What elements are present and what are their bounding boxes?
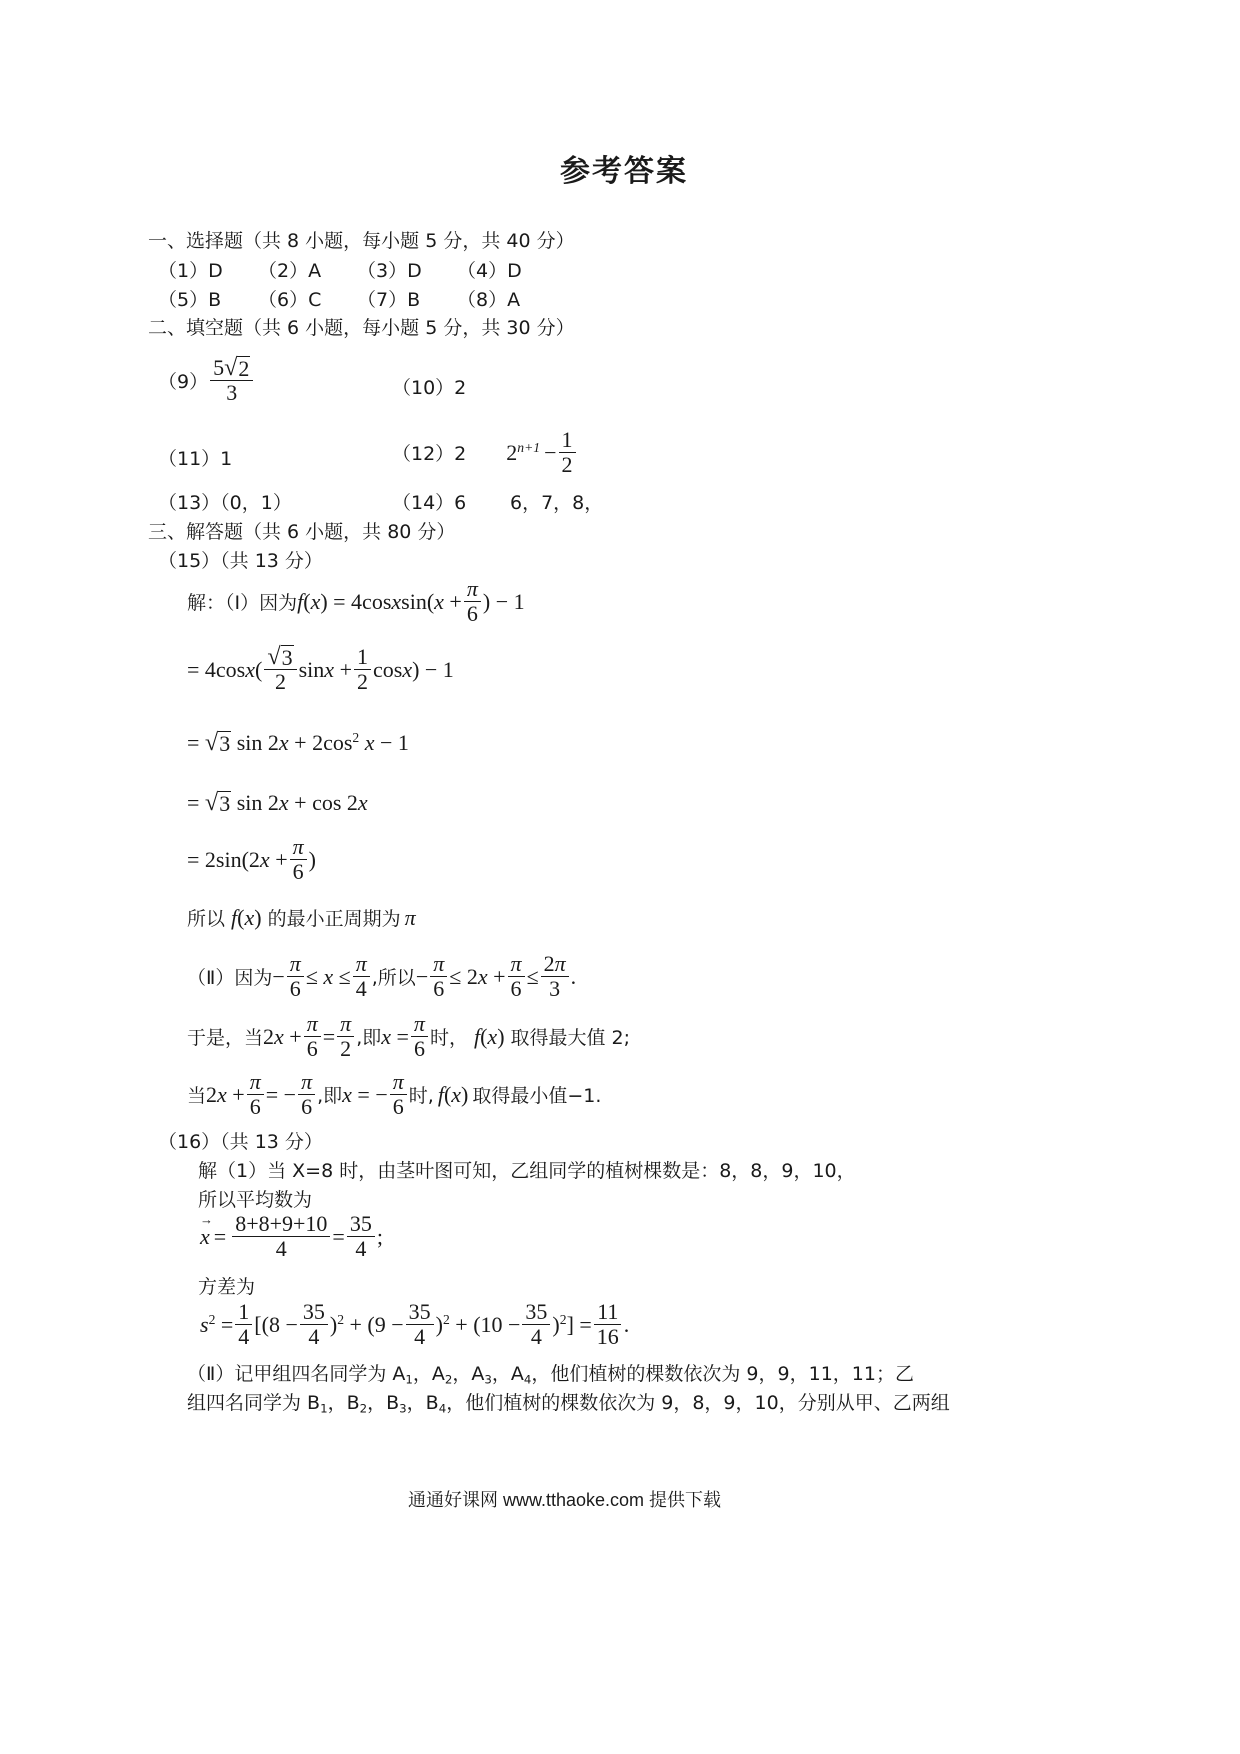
section1-heading: 一、选择题（共 8 小题，每小题 5 分，共 40 分）: [148, 230, 575, 252]
answer-1: （1）D: [158, 260, 223, 282]
q16-var-result-numerator: 11: [594, 1300, 621, 1325]
q15-line-2: = 4cosx( √ 3 2 sinx + $\frac{1}{2}$ cosx) − 1: [187, 643, 454, 695]
answer-12-denominator: 2: [561, 452, 573, 478]
q15-shi-2: 时,: [408, 1085, 434, 1108]
q16-part2-line-2: 组四名同学为 $B_1$，$B_2$，$B_3$，$B_4$，他们植树的棵数依次为 9，8，9，10，分别从甲、乙两组: [187, 1392, 950, 1416]
q15-shi: 时，: [429, 1027, 468, 1050]
answer-9-radicand: 2: [238, 356, 250, 382]
q15-part2-so: ,所以: [371, 967, 416, 990]
answer-12-exponent: n+1: [517, 439, 541, 455]
q15-period-prefix: 所以: [187, 908, 226, 930]
q15-line-5: = 2sin(2x + $\frac{\pi}{6}$ ): [187, 834, 316, 885]
q15-heading: （15）（共 13 分）: [158, 550, 323, 572]
q15-part2-line-1: （Ⅱ）因为 − $\frac{\pi}{6}$ ≤ x ≤ $\frac{\pi}{4}$ ,所以 − $\frac{\pi}{6}$ ≤ 2x + $\frac{\pi}{6}$ ≤ $\frac{2\pi}{3}$ .: [187, 951, 577, 1002]
answer-9-label: （9）: [158, 371, 209, 394]
answer-3: （3）D: [357, 260, 422, 282]
answer-12-numerator: 1: [559, 428, 576, 453]
section2-heading: 二、填空题（共 6 小题，每小题 5 分，共 30 分）: [148, 317, 575, 339]
answer-11: （11）1: [158, 448, 233, 470]
answer-4: （4）D: [457, 260, 522, 282]
answer-12: [392, 428, 578, 477]
q15-min: 取得最小值−1.: [472, 1085, 602, 1108]
answer-12-base: 2: [506, 439, 518, 465]
q16-part2-line-1: （Ⅱ）记甲组四名同学为 $A_1$，$A_2$，$A_3$，$A_4$，他们植树的棵数依次为 9，9，11，11；乙: [187, 1363, 914, 1387]
answer-9-fraction: 5 √ 2 3: [210, 356, 253, 405]
answer-7: （7）B: [357, 289, 421, 311]
answer-12-minus: −: [544, 439, 557, 465]
q15-part2-line-2: 于是，当 2x + $\frac{\pi}{6}$ = $\frac{\pi}{2}$ ,即 x = $\frac{\pi}{6}$ 时， f(x) 取得最大值 2;: [187, 1011, 631, 1062]
q16-variance: $s^2$ = $\frac{1}{4}$ [(8 − $\frac{35}{4}$ )$^2$ + (9 − $\frac{35}{4}$ )$^2$ + (10 − $\frac{35}{4}$ )$^2$] = $\frac{11}{16}$ .: [200, 1299, 630, 1350]
q15-yushi: 于是，当: [187, 1027, 264, 1050]
q16-line-2: 所以平均数为: [198, 1189, 313, 1211]
q15-max: 取得最大值 2;: [510, 1027, 631, 1050]
q15-ji-2: ,即: [317, 1085, 343, 1108]
answer-12-fraction: [559, 428, 576, 477]
answer-2: （2）A: [258, 260, 322, 282]
answer-10: （10）2: [392, 377, 467, 399]
q15-period: 所以 f(x) 的最小正周期为 π: [187, 904, 416, 930]
q16-mean-result-denominator: 4: [355, 1236, 367, 1262]
q16-var-coef-denominator: 4: [238, 1324, 250, 1350]
answer-9: [158, 356, 255, 405]
q16-var-coef-numerator: 1: [235, 1300, 252, 1325]
q15-ji: ,即: [356, 1027, 382, 1050]
page-title: 参考答案: [560, 154, 688, 189]
q16-line-1: 解（1）当 X=8 时，由茎叶图可知，乙组同学的植树棵数是：8，8，9，10，: [198, 1160, 856, 1182]
q15-line-4: = √ 3 sin 2x + cos 2x: [187, 789, 368, 817]
answer-9-numerator: 5: [213, 355, 225, 380]
answer-14-value: 6，7，8，: [510, 492, 604, 514]
q16-line-3: 方差为: [198, 1276, 256, 1298]
answer-8: （8）A: [457, 289, 521, 311]
answer-5: （5）B: [158, 289, 222, 311]
q15-part2-intro: （Ⅱ）因为: [187, 967, 273, 990]
q16-mean-numerator: 8+8+9+10: [232, 1212, 330, 1237]
q16-mean-denominator: 4: [275, 1236, 287, 1262]
q16-var-result-denominator: 16: [596, 1324, 619, 1350]
answer-13: （13）（0，1）: [158, 492, 292, 514]
answer-12-label: （12）2: [392, 443, 467, 466]
q15-intro: 解：（Ⅰ）因为: [187, 592, 298, 615]
q15-period-suffix: 的最小正周期为: [267, 908, 401, 930]
answer-9-denominator: 3: [226, 380, 238, 406]
page-footer: 通通好课网 www.tthaoke.com 提供下载: [408, 1490, 722, 1510]
q15-line-1: 解：（Ⅰ）因为 f(x) = 4cosxsin(x + $\frac{\pi}{6}$ ) − 1: [187, 576, 525, 627]
answer-14-label: （14）6: [392, 492, 467, 514]
q16-mean-result-numerator: 35: [347, 1212, 375, 1237]
q16-heading: （16）（共 13 分）: [158, 1131, 323, 1153]
q15-line-3: = √ 3 $\sin 2x + 2\cos^2$ x − 1: [187, 729, 409, 757]
section3-heading: 三、解答题（共 6 小题，共 80 分）: [148, 521, 456, 543]
q15-dang: 当: [187, 1085, 207, 1108]
q16-mean: → x = $\frac{8+8+9+10}{4}$ = $\frac{35}{4}$ ;: [200, 1212, 383, 1261]
q15-part2-line-3: 当 2x + $\frac{\pi}{6}$ = − $\frac{\pi}{6}$ ,即 x = − $\frac{\pi}{6}$ 时, f(x) 取得最小值−1.: [187, 1069, 602, 1120]
answer-6: （6）C: [258, 289, 322, 311]
